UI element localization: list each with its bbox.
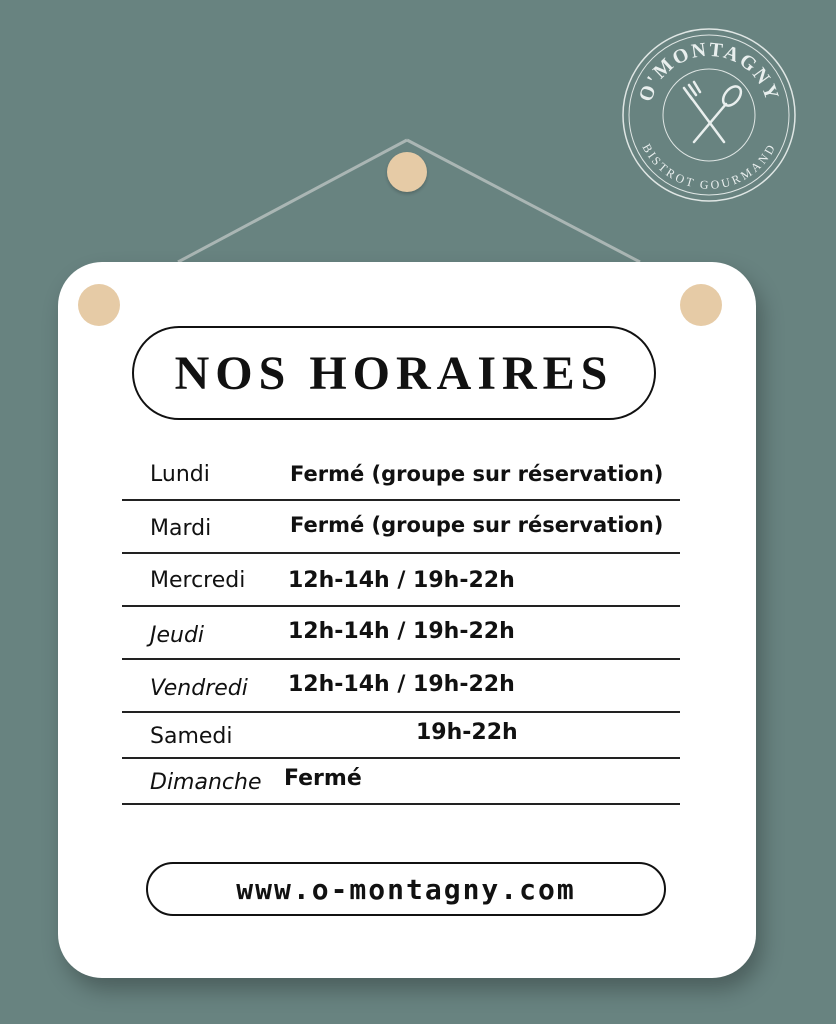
hours-row-dimanche — [122, 759, 680, 805]
day-hours: 19h-22h — [416, 720, 518, 745]
website-url: www.o-montagny.com — [236, 872, 576, 906]
right-nail — [680, 284, 722, 326]
svg-text:O'MONTAGNY — [635, 39, 784, 105]
day-label: Jeudi — [150, 623, 205, 648]
logo-tagline: BISTROT GOURMAND — [639, 141, 779, 192]
logo-name: O'MONTAGNY — [634, 38, 784, 105]
left-nail — [78, 284, 120, 326]
svg-text:BISTROT GOURMAND — [640, 141, 779, 192]
day-label: Vendredi — [150, 676, 248, 701]
hours-row-lundi — [122, 448, 680, 501]
hours-row-vendredi — [122, 660, 680, 713]
day-label: Lundi — [150, 462, 210, 487]
hours-row-mardi — [122, 501, 680, 554]
day-hours: 12h-14h / 19h-22h — [288, 672, 515, 697]
day-hours: 12h-14h / 19h-22h — [288, 568, 515, 593]
day-label: Mercredi — [150, 568, 246, 593]
hours-row-samedi — [122, 713, 680, 759]
hanging-nail — [387, 152, 427, 192]
day-hours: Fermé — [284, 766, 362, 791]
hours-table — [122, 448, 680, 805]
hours-row-jeudi — [122, 607, 680, 660]
bistrot-logo — [618, 24, 800, 206]
day-hours: 12h-14h / 19h-22h — [288, 619, 515, 644]
fork-spoon-icon — [684, 82, 744, 142]
day-label: Mardi — [150, 516, 212, 541]
day-label: Dimanche — [150, 770, 262, 795]
hours-row-mercredi — [122, 554, 680, 607]
website-pill — [146, 862, 666, 916]
title-pill — [132, 326, 656, 420]
hours-sign — [58, 262, 756, 978]
sign-title: NOS HORAIRES — [174, 346, 614, 400]
day-hours: Fermé (groupe sur réservation) — [290, 513, 664, 537]
day-hours: Fermé (groupe sur réservation) — [290, 462, 664, 486]
day-label: Samedi — [150, 724, 233, 749]
